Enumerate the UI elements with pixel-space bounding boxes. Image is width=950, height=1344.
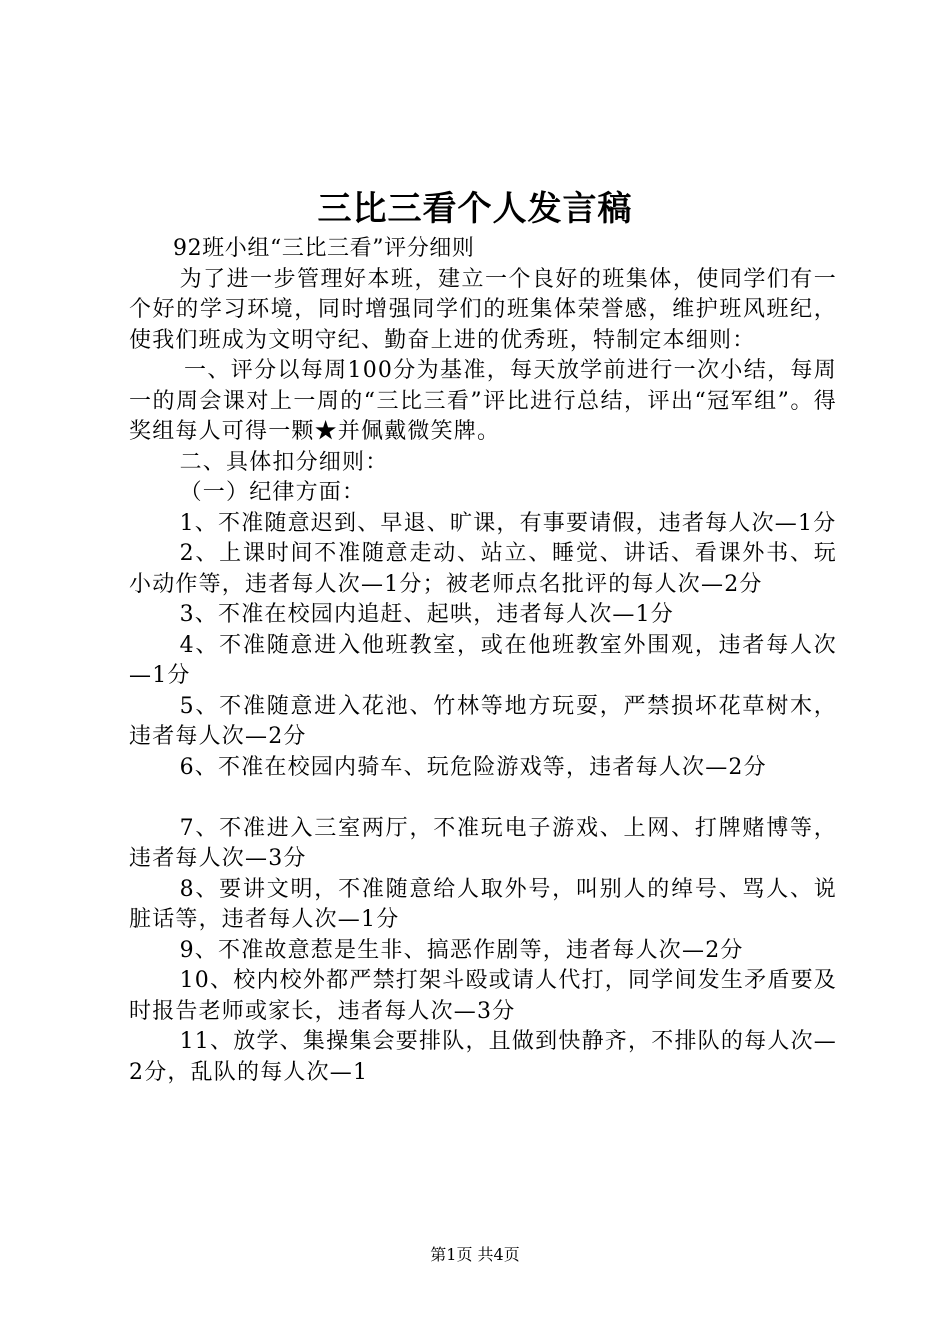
rule-item: 3、不准在校园内追赶、起哄，违者每人次—1分 xyxy=(179,602,674,627)
document-title: 三比三看个人发言稿 xyxy=(317,189,633,229)
rule-item: 11、放学、集操集会要排队，且做到快静齐，不排队的每人次—2分，乱队的每人次—1 xyxy=(129,1029,837,1085)
rule-item: 5、不准随意进入花池、竹林等地方玩耍，严禁损坏花草树木，违者每人次—2分 xyxy=(129,693,837,749)
rule-item: 6、不准在校园内骑车、玩危险游戏等，违者每人次—2分 xyxy=(179,754,767,780)
blank-line xyxy=(129,783,837,814)
rule-item: 4、不准随意进入他班教室，或在他班教室外围观，违者每人次—1分 xyxy=(129,632,837,688)
rule-item: 8、要讲文明，不准随意给人取外号，叫别人的绰号、骂人、说脏话等，违者每人次—1分 xyxy=(129,876,837,932)
subtitle-paragraph: 92班小组“三比三看”评分细则 xyxy=(173,236,475,261)
rule-item: 2、上课时间不准随意走动、站立、睡觉、讲话、看课外书、玩小动作等，违者每人次—1分；被老师点名批评的每人次—2分 xyxy=(129,541,837,597)
rule-item: 7、不准进入三室两厅，不准玩电子游戏、上网、打牌赌博等，违者每人次—3分 xyxy=(129,815,837,871)
subsection-heading: （一）纪律方面： xyxy=(179,480,366,505)
document-body xyxy=(129,234,837,1088)
intro-paragraph: 为了进一步管理好本班，建立一个良好的班集体，使同学们有一个好的学习环境，同时增强同学们的班集体荣誉感，维护班风班纪，使我们班成为文明守纪、勤奋上进的优秀班，特制定本细则： xyxy=(129,266,837,353)
page-footer: 第1页 共4页 xyxy=(430,1245,520,1264)
rule-item: 1、不准随意迟到、早退、旷课，有事要请假，违者每人次—1分 xyxy=(179,510,837,536)
scoring-paragraph: 一、评分以每周100分为基准，每天放学前进行一次小结，每周一的周会课对上一周的“三比三看”评比进行总结，评出“冠军组”。得奖组每人可得一颗★并佩戴微笑牌。 xyxy=(129,358,837,444)
rule-item: 10、校内校外都严禁打架斗殴或请人代打，同学间发生矛盾要及时报告老师或家长，违者每人次—3分 xyxy=(129,968,837,1024)
rule-item: 9、不准故意惹是生非、搞恶作剧等，违者每人次—2分 xyxy=(179,937,744,963)
section-heading: 二、具体扣分细则： xyxy=(179,449,389,475)
